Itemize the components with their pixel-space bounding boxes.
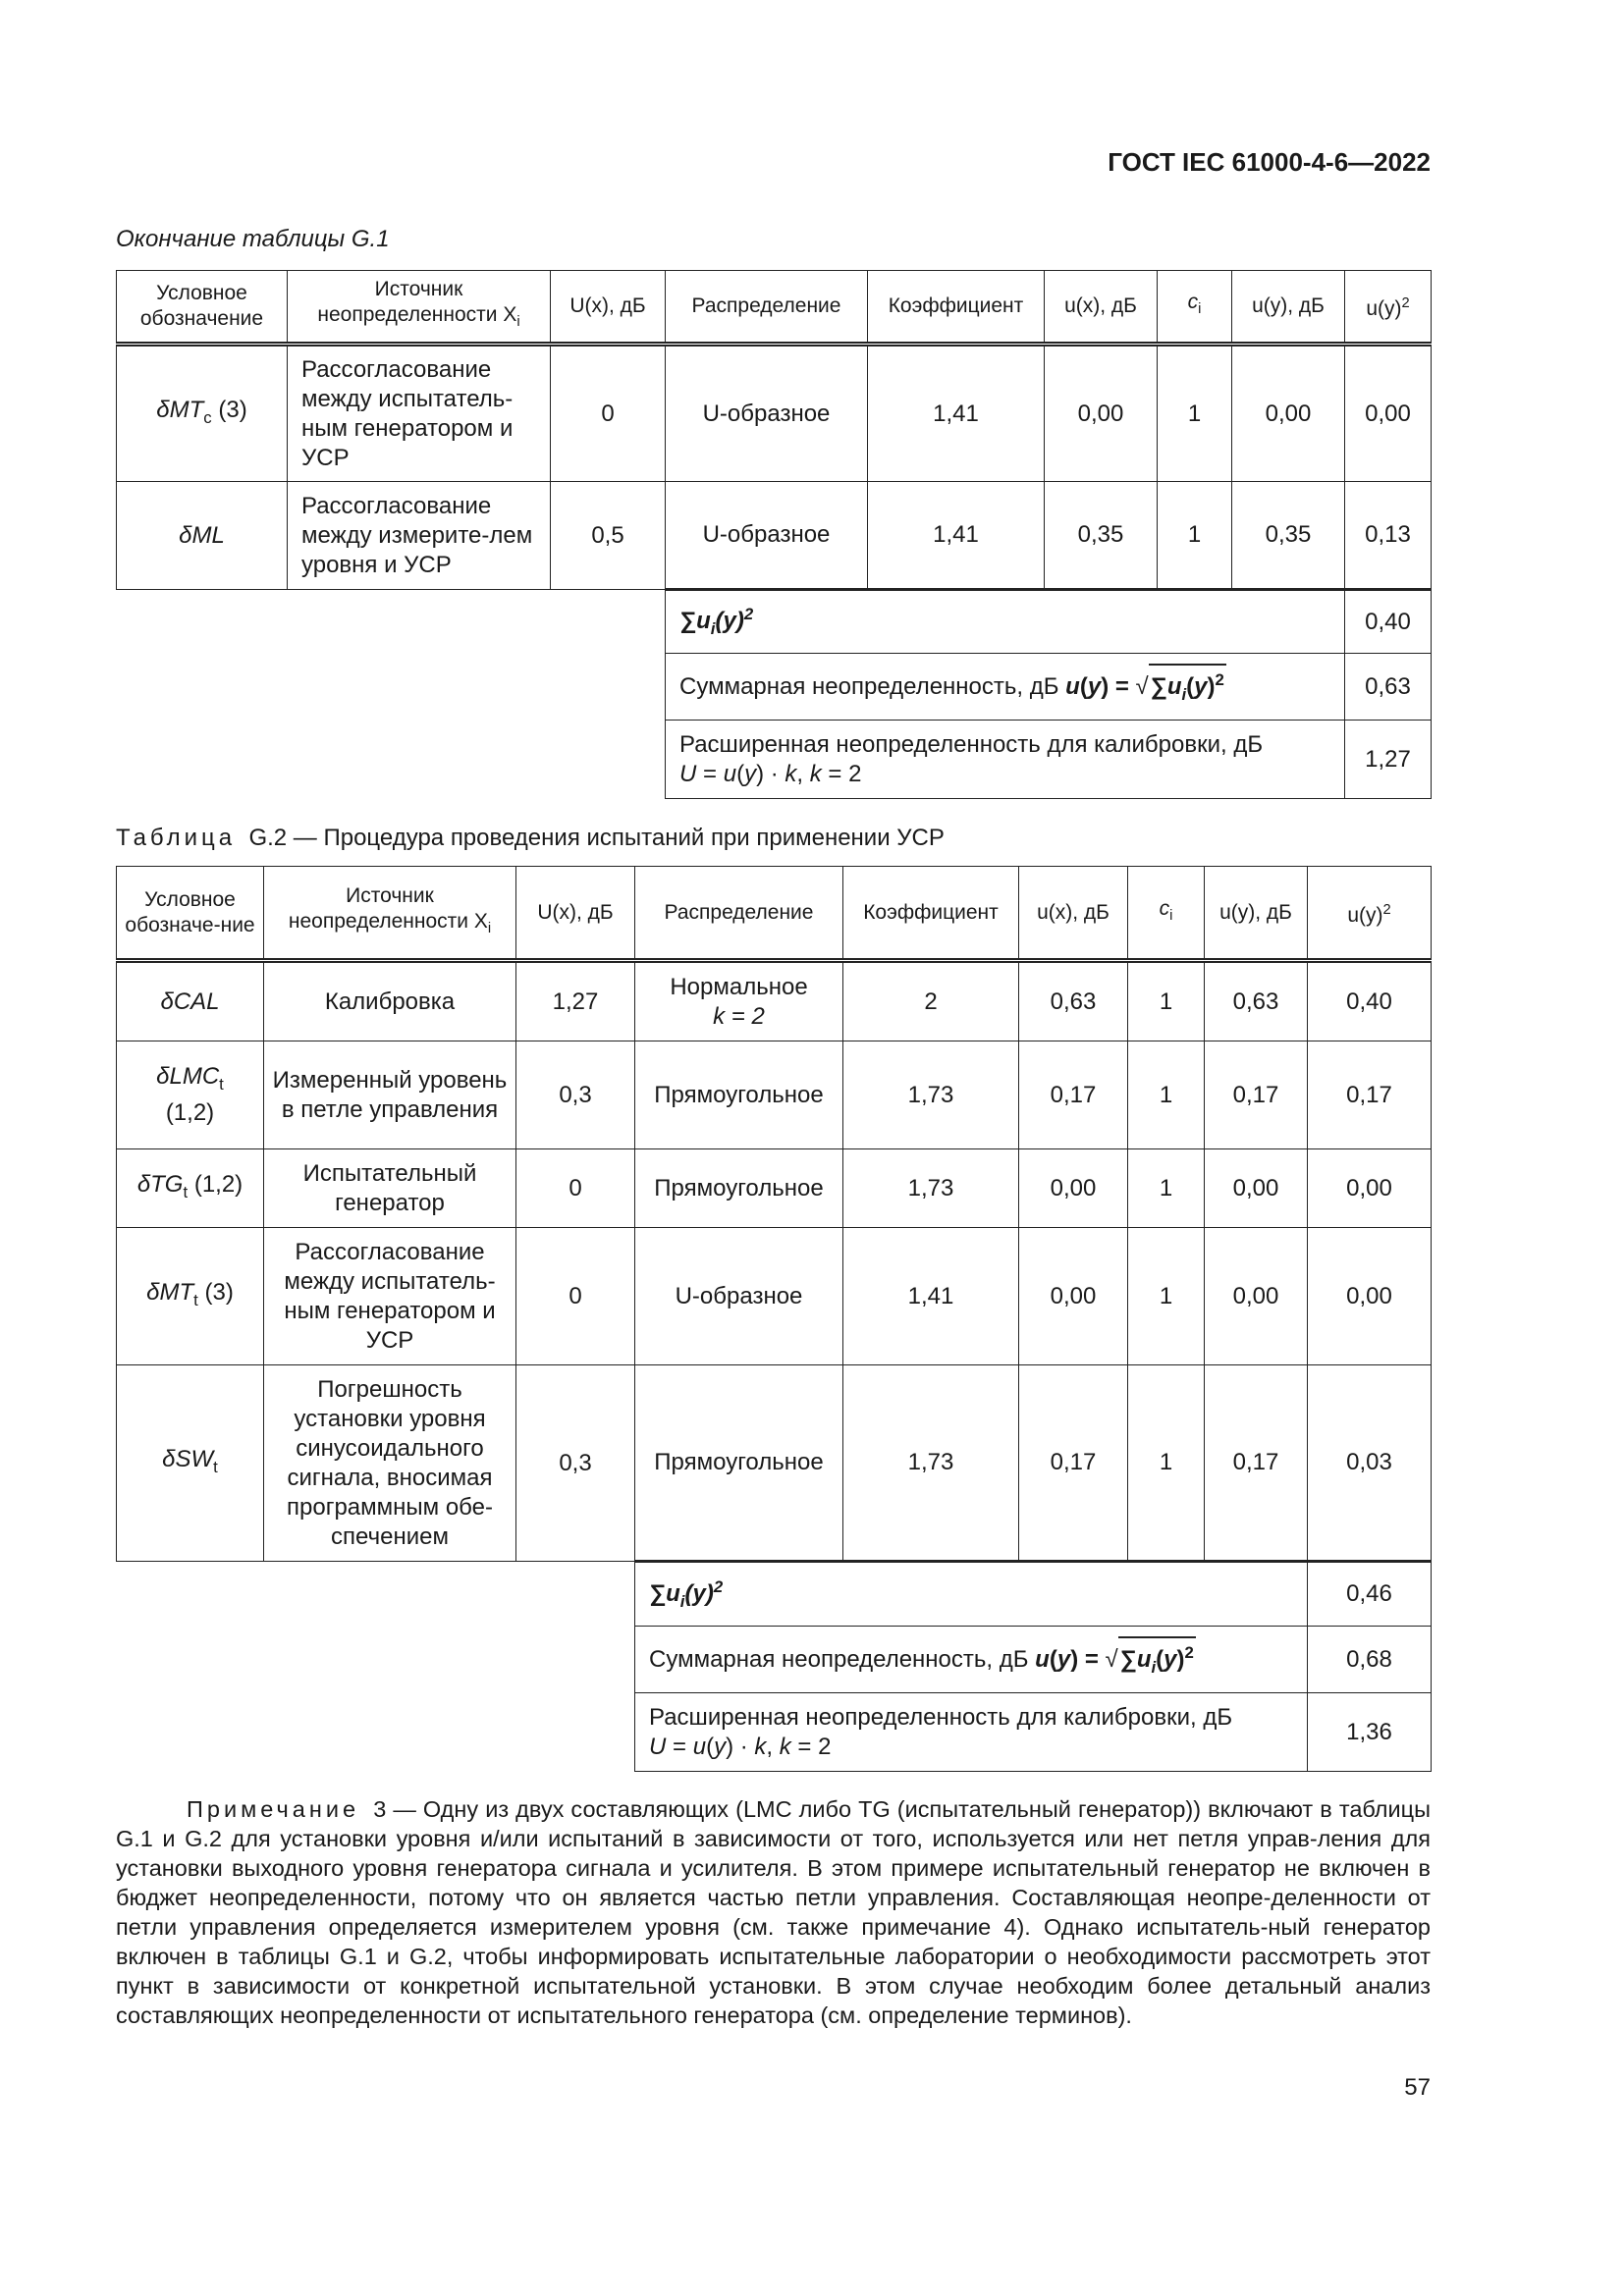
sum-row [117,590,1432,654]
cell-source: Рассогласование между испытатель-ным генератором и УСР [264,1228,516,1365]
col-header-U: U(x), дБ [551,271,666,345]
sum-label: $\sum u_i(y)^2$ [666,590,1345,654]
cell-U: 0,3 [516,1041,635,1149]
note-3 [116,1794,1431,2030]
col-header-uy2: $u(y)^2$ [1345,271,1432,345]
table-row [117,482,1432,590]
cell-source: Калибровка [264,961,516,1041]
cell-source: Рассогласование между испытатель-ным генератором и УСР [288,345,551,482]
cell-c: 1 [1158,345,1232,482]
cell-uy2: 0,13 [1345,482,1432,590]
cell-coefficient: 1,41 [868,345,1045,482]
cell-U: 1,27 [516,961,635,1041]
col-header-U: U(x), дБ [516,867,635,961]
table-g1-end [116,270,1432,799]
cell-ux: 0,17 [1019,1041,1128,1149]
combined-label: Суммарная неопределенность, дБ $u(y) = √\sum u_i(y)^2$ [635,1627,1308,1693]
table-row [117,1149,1432,1228]
col-header-coefficient: Коэффициент [843,867,1019,961]
cell-distribution: Нормальное k = 2 [635,961,843,1041]
cell-uy: 0,17 [1205,1365,1308,1562]
cell-uy: 0,00 [1232,345,1345,482]
expanded-label: Расширенная неопределенность для калибровки, дБ U = u(y) · k, k = 2 [666,721,1345,799]
cell-coefficient: 1,41 [868,482,1045,590]
cell-c: 1 [1128,1041,1205,1149]
expanded-value: 1,36 [1308,1693,1432,1772]
combined-row [117,1627,1432,1693]
cell-uy2: 0,17 [1308,1041,1432,1149]
cell-symbol: δSW$_t$ [117,1365,264,1562]
cell-ux: 0,00 [1019,1149,1128,1228]
sum-row [117,1562,1432,1627]
cell-distribution: Прямоугольное [635,1041,843,1149]
cell-ux: 0,63 [1019,961,1128,1041]
cell-c: 1 [1128,1149,1205,1228]
cell-c: 1 [1158,482,1232,590]
cell-ux: 0,00 [1019,1228,1128,1365]
expanded-row [117,1693,1432,1772]
cell-uy: 0,17 [1205,1041,1308,1149]
cell-distribution: U-образное [635,1228,843,1365]
col-header-uy: u(y), дБ [1205,867,1308,961]
cell-distribution: Прямоугольное [635,1365,843,1562]
cell-U: 0 [551,345,666,482]
col-header-symbol: Условное обозначение [117,271,288,345]
cell-ux: 0,17 [1019,1365,1128,1562]
cell-U: 0,3 [516,1365,635,1562]
cell-U: 0 [516,1149,635,1228]
cell-c: 1 [1128,961,1205,1041]
cell-uy: 0,00 [1205,1228,1308,1365]
cell-symbol: δTG$_t$ (1,2) [117,1149,264,1228]
combined-value: 0,68 [1308,1627,1432,1693]
cell-source: Рассогласование между измерите-лем уровня и УСР [288,482,551,590]
cell-ux: 0,00 [1045,345,1158,482]
expanded-label: Расширенная неопределенность для калибровки, дБ U = u(y) · k, k = 2 [635,1693,1308,1772]
cell-coefficient: 1,73 [843,1041,1019,1149]
cell-coefficient: 1,41 [843,1228,1019,1365]
col-header-ux: u(x), дБ [1019,867,1128,961]
note-prefix: Примечание [187,1796,360,1822]
cell-coefficient: 1,73 [843,1149,1019,1228]
cell-distribution: Прямоугольное [635,1149,843,1228]
col-header-source: Источник неопределенности $X_i$ [264,867,516,961]
cell-U: 0,5 [551,482,666,590]
cell-symbol: δLMC$_t$ (1,2) [117,1041,264,1149]
cell-uy2: 0,00 [1308,1149,1432,1228]
cell-uy: 0,00 [1205,1149,1308,1228]
col-header-distribution: Распределение [666,271,868,345]
document-header: ГОСТ IEC 61000-4-6—2022 [1108,147,1431,177]
cell-coefficient: 1,73 [843,1365,1019,1562]
cell-U: 0 [516,1228,635,1365]
cell-ux: 0,35 [1045,482,1158,590]
sum-value: 0,46 [1308,1562,1432,1627]
cell-uy: 0,35 [1232,482,1345,590]
cell-distribution: U-образное [666,345,868,482]
cell-c: 1 [1128,1365,1205,1562]
table-row [117,1365,1432,1562]
combined-value: 0,63 [1345,654,1432,721]
cell-c: 1 [1128,1228,1205,1365]
table-header-row [117,867,1432,961]
note-text: 3 — Одну из двух составляющих (LMC либо TG (испытательный генератор)) включают в таблицы G.1 и G.2 для установки уровня и/или испытаний в зависимости от того, используется или нет петля управ-ления для установки выходного уровня генератора сигнала и усилителя. В этом примере испытательный генератор не включен в бюджет неопределенности, потому что он является частью петли управления. Составляющая неопре-деленности от петли управления определяется измерителем уровня (см. также примечание 4). Однако испытатель-ный генератор включен в таблицы G.1 и G.2, чтобы информировать испытательные лаборатории о необходимости рассмотреть этот пункт в зависимости от конкретной испытательной установки. В этом случае необходим более детальный анализ составляющих неопределенности от испытательного генератора (см. определение терминов). [116,1796,1431,2028]
table-row [117,1228,1432,1365]
cell-source: Измеренный уровень в петле управления [264,1041,516,1149]
col-header-c: $c_i$ [1158,271,1232,345]
table1-caption: Окончание таблицы G.1 [116,226,390,252]
cell-coefficient: 2 [843,961,1019,1041]
cell-symbol: δMT$_t$ (3) [117,1228,264,1365]
cell-source: Испытательный генератор [264,1149,516,1228]
col-header-source: Источник неопределенности $X_i$ [288,271,551,345]
table-g2 [116,866,1432,1772]
cell-uy: 0,63 [1205,961,1308,1041]
table-row [117,961,1432,1041]
cell-uy2: 0,03 [1308,1365,1432,1562]
cell-source: Погрешность установки уровня синусоидального сигнала, вносимая программным обе-спечением [264,1365,516,1562]
table2-caption: Таблица G.2 — Процедура проведения испытаний при применении УСР [116,825,945,851]
expanded-value: 1,27 [1345,721,1432,799]
cell-uy2: 0,00 [1345,345,1432,482]
table-row [117,1041,1432,1149]
cell-distribution: U-образное [666,482,868,590]
cell-uy2: 0,00 [1308,1228,1432,1365]
cell-symbol: δMT$_c$ (3) [117,345,288,482]
col-header-coefficient: Коэффициент [868,271,1045,345]
combined-label: Суммарная неопределенность, дБ $u(y) = √\sum u_i(y)^2$ [666,654,1345,721]
cell-symbol: δCAL [117,961,264,1041]
col-header-uy2: $u(y)^2$ [1308,867,1432,961]
col-header-uy: u(y), дБ [1232,271,1345,345]
col-header-distribution: Распределение [635,867,843,961]
col-header-c: $c_i$ [1128,867,1205,961]
table-header-row [117,271,1432,345]
cell-symbol: δML [117,482,288,590]
expanded-row [117,721,1432,799]
cell-uy2: 0,40 [1308,961,1432,1041]
sum-value: 0,40 [1345,590,1432,654]
page-number: 57 [1404,2074,1431,2101]
col-header-symbol: Условное обозначе-ние [117,867,264,961]
sum-label: $\sum u_i(y)^2$ [635,1562,1308,1627]
table-row [117,345,1432,482]
col-header-ux: u(x), дБ [1045,271,1158,345]
combined-row [117,654,1432,721]
